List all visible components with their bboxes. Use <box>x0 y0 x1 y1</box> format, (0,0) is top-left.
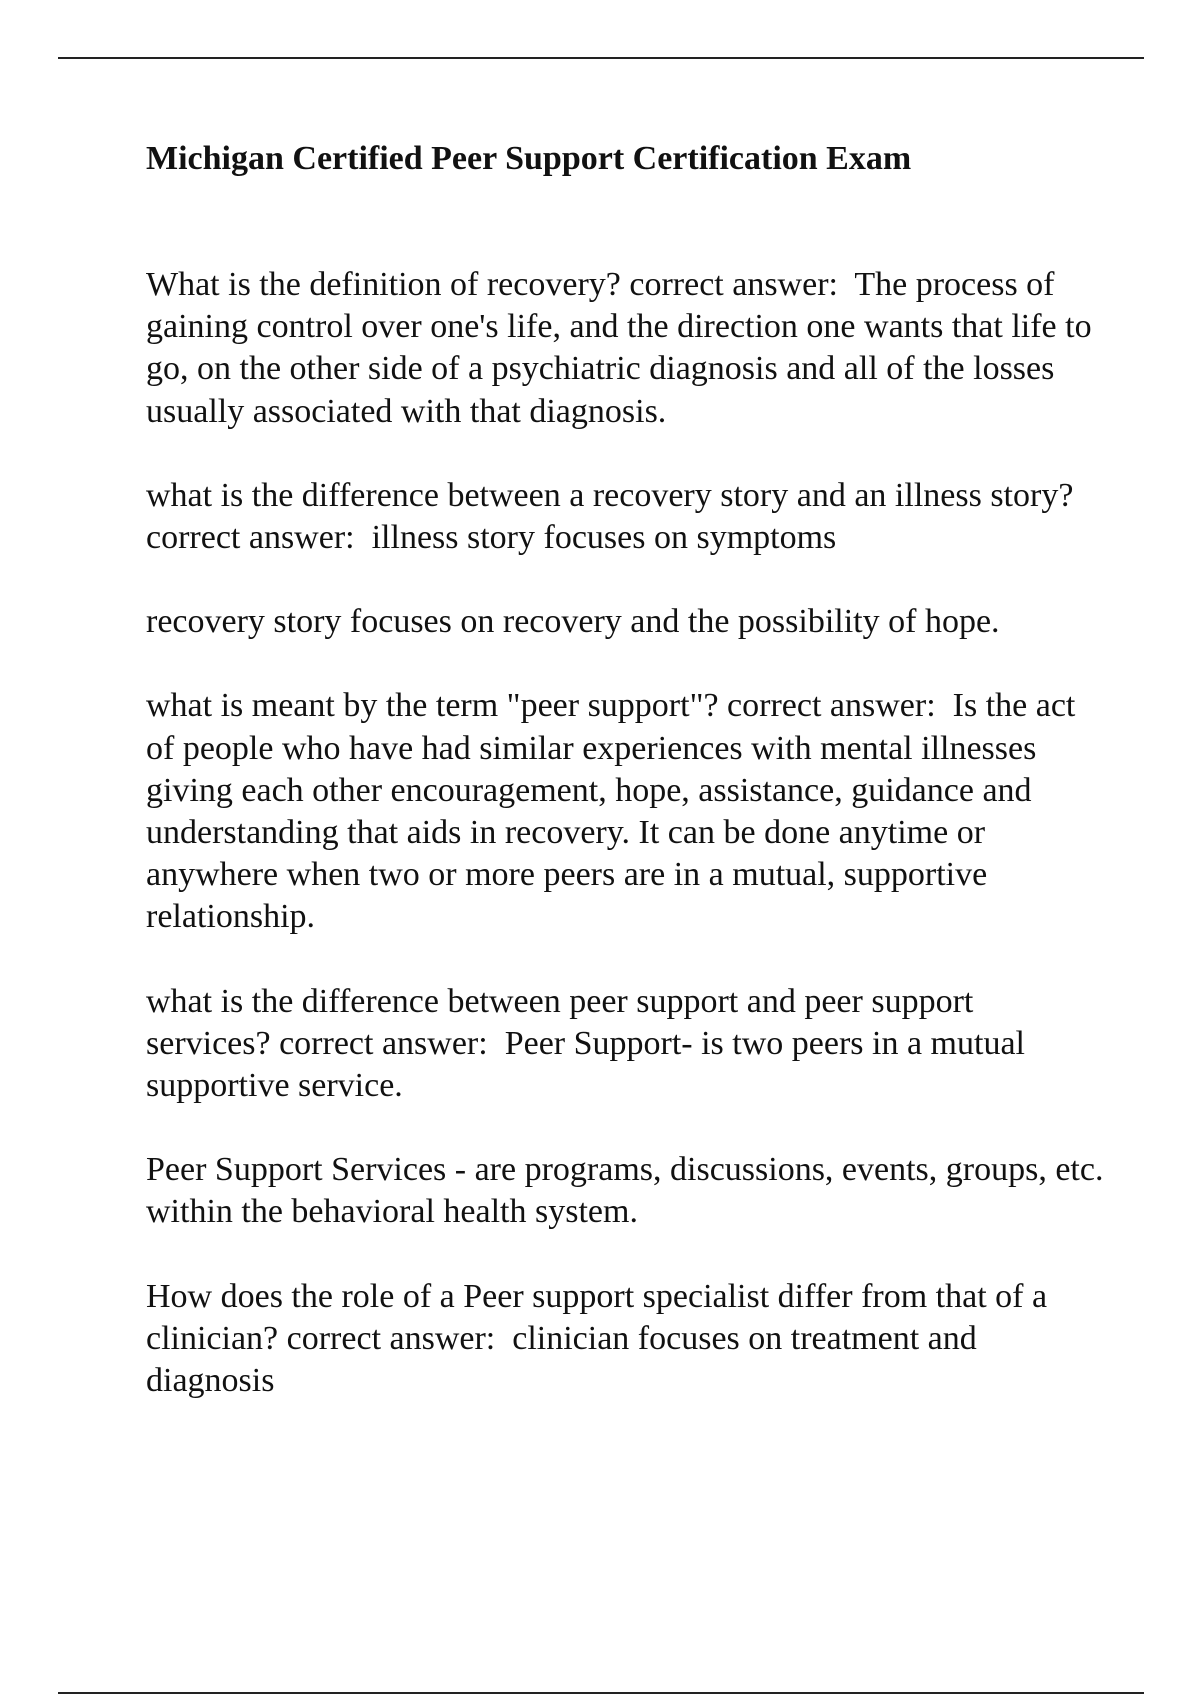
paragraph-specialist-vs-clinician: How does the role of a Peer support specialist differ from that of a clinician? correct answer: clinician focuses on treatment and diagnosis <box>146 1277 1056 1400</box>
paragraph-peer-support-vs-services: what is the difference between peer support and peer support services? correct answer: Peer Support- is two peers in a mutual supportive service. <box>146 982 1034 1105</box>
footer-rule <box>58 1692 1144 1694</box>
paragraph-peer-support-term: what is meant by the term "peer support"? correct answer: Is the act of people who have had similar experiences with mental illnesses giving each other encouragement, hope, assistance, guidance and understanding that aids in recovery. It can be done anytime or anywhere when two or more peers are in a mutual, supportive relationship. <box>146 687 1084 936</box>
document-title: Michigan Certified Peer Support Certification Exam <box>146 140 912 177</box>
header-rule <box>58 57 1144 59</box>
paragraph-recovery-definition: What is the definition of recovery? correct answer: The process of gaining control over one's life, and the direction one wants that life to go, on the other side of a psychiatric diagnosis and all of the losses usually associated with that diagnosis. <box>146 266 1101 430</box>
paragraph-recovery-story: recovery story focuses on recovery and the possibility of hope. <box>146 603 1000 641</box>
question-list <box>146 264 1112 1402</box>
document-body <box>146 138 1112 1444</box>
paragraph-illness-story: what is the difference between a recovery story and an illness story? correct answer: illness story focuses on symptoms <box>146 476 1082 557</box>
paragraph-peer-support-services: Peer Support Services - are programs, discussions, events, groups, etc. within the behavioral health system. <box>146 1151 1112 1231</box>
